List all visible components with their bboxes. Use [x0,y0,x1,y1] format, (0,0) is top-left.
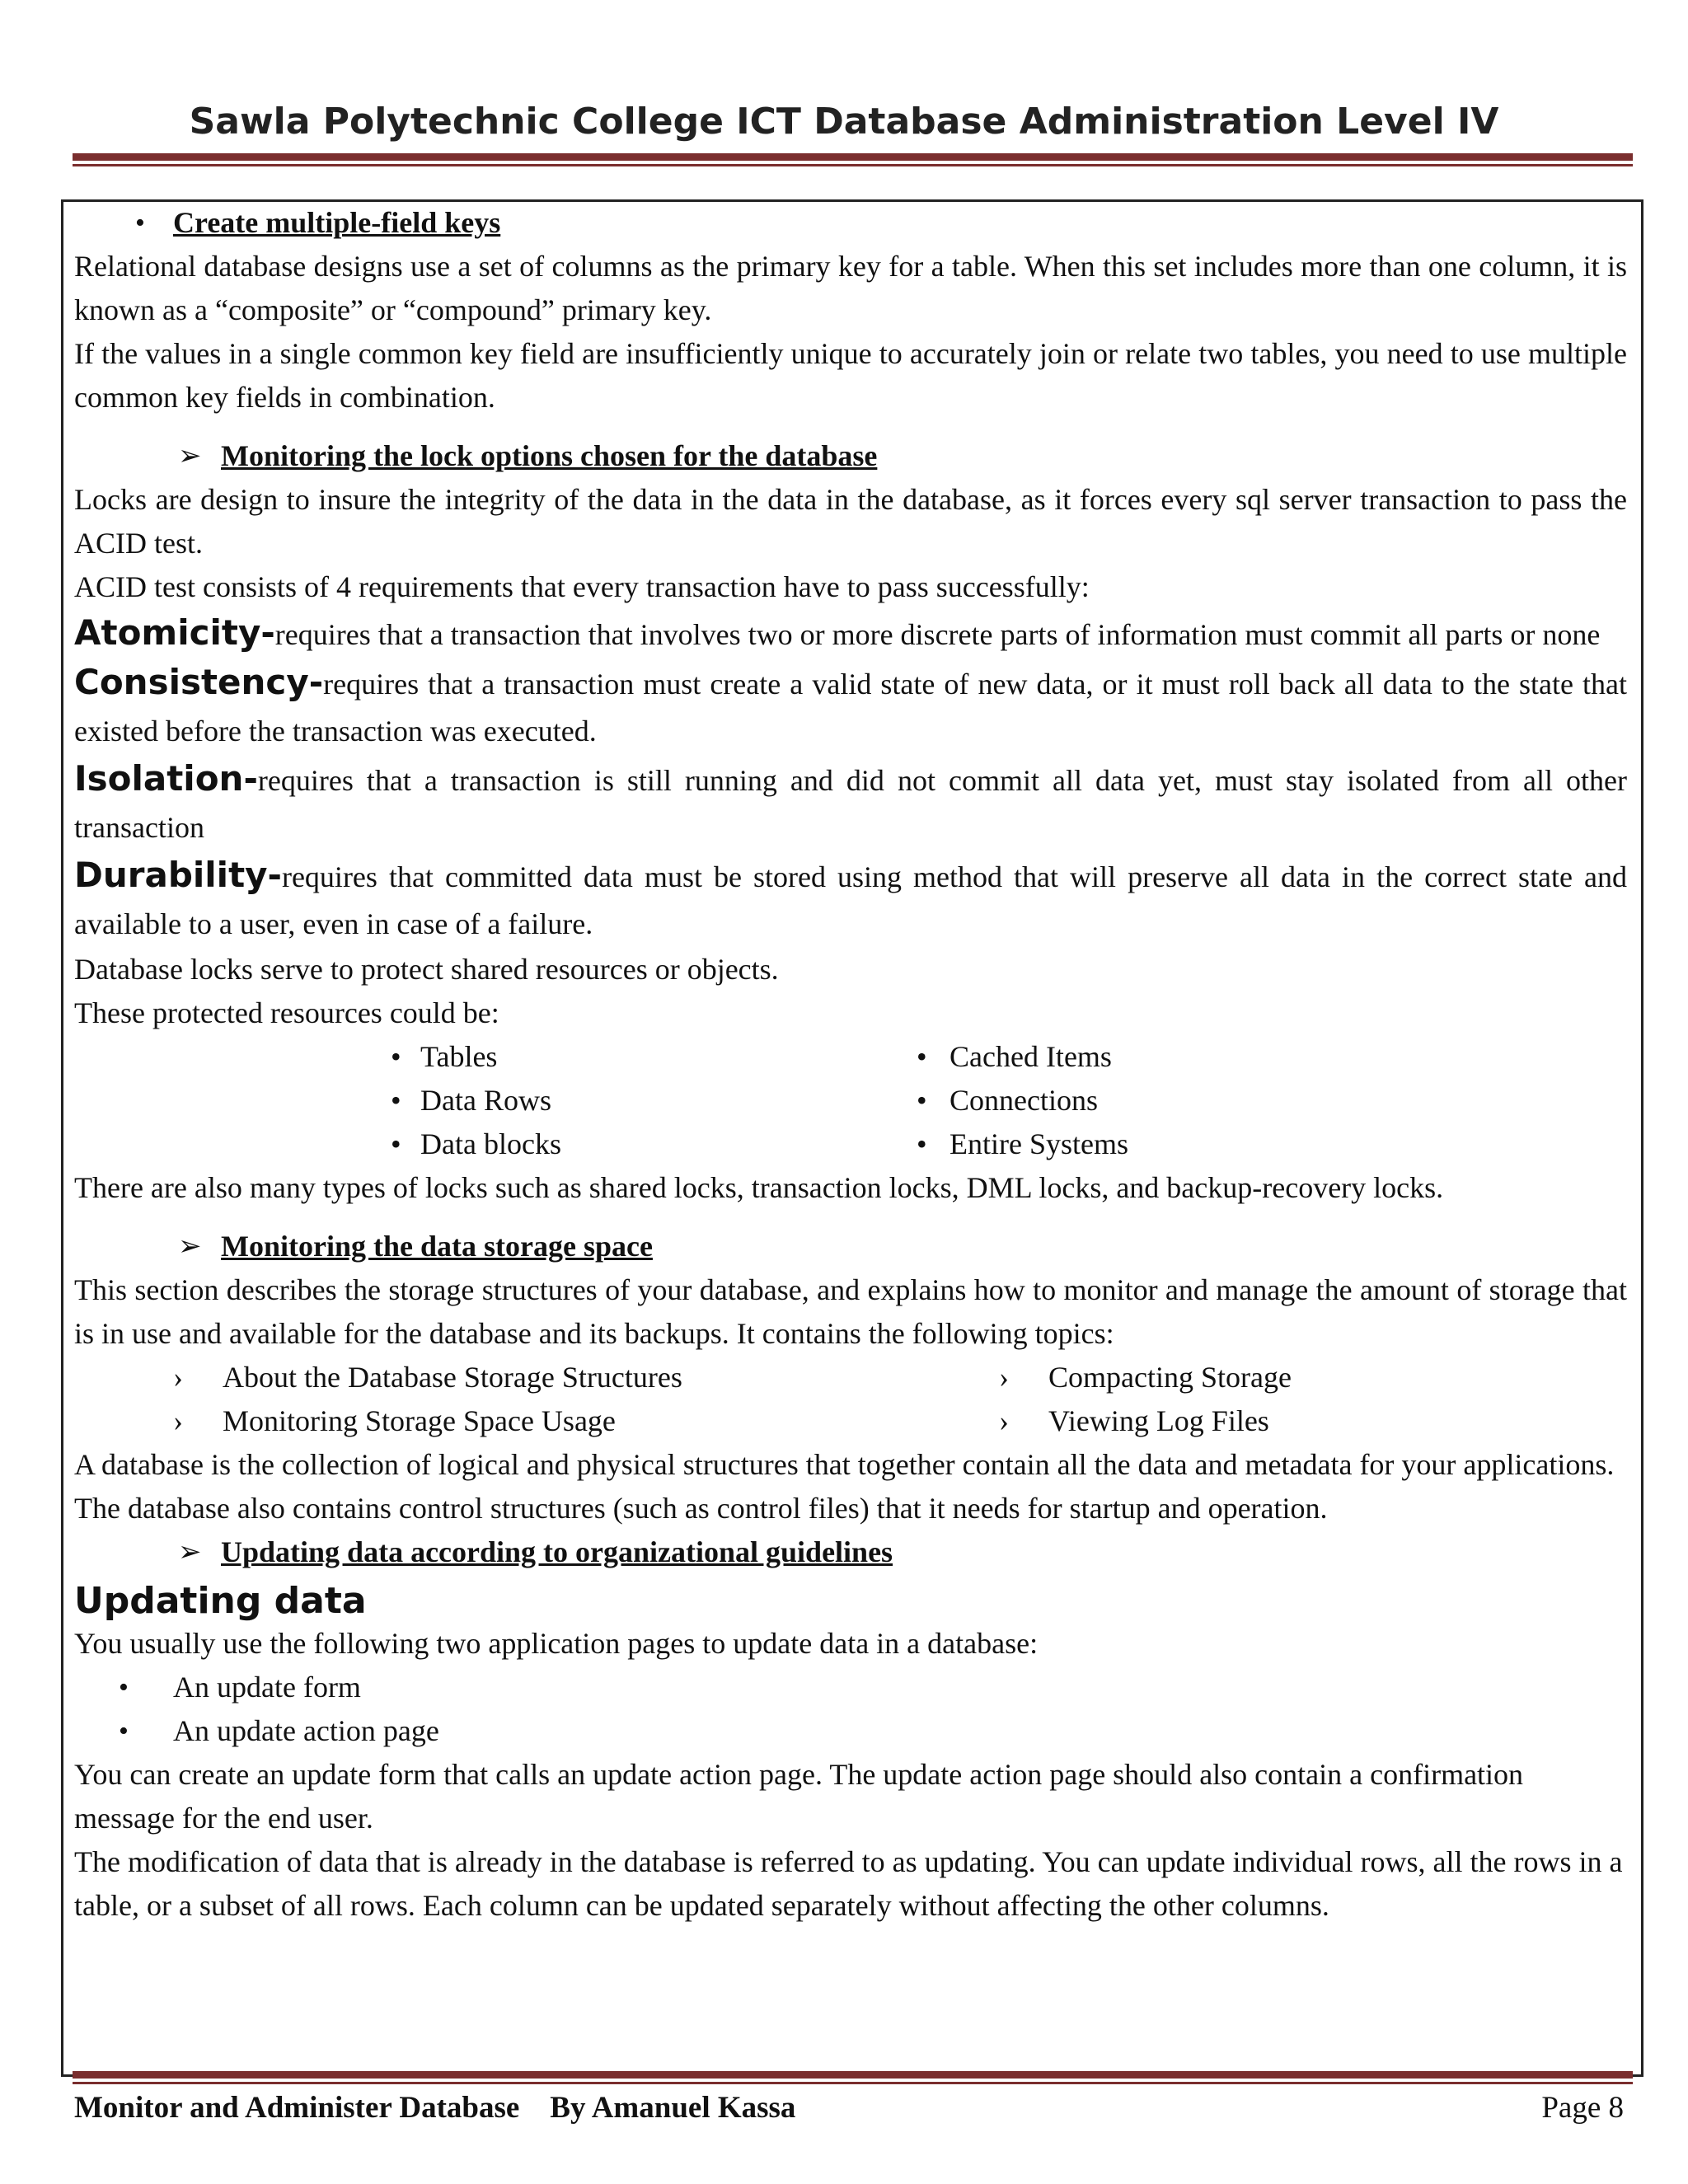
section-heading: Create multiple-field keys [173,206,501,239]
section-heading-row [74,201,1627,245]
list-item: About the Database Storage Structures [223,1361,682,1394]
list-item: Entire Systems [950,1127,1128,1160]
acid-durability [74,851,1627,948]
list-item: Connections [950,1084,1098,1117]
page-header-title: Sawla Polytechnic College ICT Database Administration Level IV [189,101,1499,143]
acid-consistency [74,658,1627,755]
resource-list-row [74,1079,1627,1122]
header-rule-thin [73,164,1633,166]
list-item: Monitoring Storage Space Usage [223,1404,616,1437]
paragraph: This section describes the storage structures of your database, and explains how to monitor and manage the amount of storage that is in use and available for the database and its backups. It contains the following topics: [74,1273,1627,1350]
section-heading: Monitoring the lock options chosen for the database [221,439,878,472]
bullet-icon: • [917,1084,927,1117]
bullet-icon: • [119,1672,129,1703]
section-heading-row [74,434,1627,478]
paragraph: If the values in a single common key field are insufficiently unique to accurately join or relate two tables, you need to use multiple common key fields in combination. [74,337,1627,414]
acid-isolation [74,755,1627,851]
page-number: Page 8 [1541,2091,1624,2125]
list-item: Compacting Storage [1048,1361,1292,1394]
list-item: Data blocks [420,1127,561,1160]
paragraph: Relational database designs use a set of columns as the primary key for a table. When this set includes more than one column, it is known as a “composite” or “compound” primary key. [74,250,1627,326]
section-heading-row [74,1225,1627,1268]
term-label: Isolation- [74,758,258,799]
arrow-bullet-icon: ➢ [178,1231,202,1262]
term-description: requires that a transaction that involves two or more discrete parts of information must commit all parts or none [274,618,1601,651]
term-label: Durability- [74,855,282,895]
bullet-icon: • [391,1040,401,1073]
paragraph: You can create an update form that calls an update action page. The update action page should also contain a confirmation message for the end user. [74,1758,1524,1835]
list-item-row [74,1709,1627,1753]
term-label: Consistency- [74,662,324,702]
footer-rule-thin [73,2082,1633,2084]
list-item-row [74,1666,1627,1709]
paragraph: There are also many types of locks such as shared locks, transaction locks, DML locks, and backup-recovery locks. [74,1171,1444,1204]
arrow-bullet-icon: ➢ [178,1537,202,1568]
subheading: Updating data [74,1580,367,1622]
list-item: Cached Items [950,1040,1112,1073]
term-description: requires that a transaction is still running and did not commit all data yet, must stay isolated from all other transaction [74,764,1627,844]
paragraph: A database is the collection of logical and physical structures that together contain all the data and metadata for your applications. The database also contains control structures (such as control files) that it needs for startup and operation. [74,1448,1615,1525]
bullet-icon: • [917,1040,927,1073]
chevron-right-icon: › [999,1404,1009,1437]
list-item: An update action page [173,1714,439,1747]
term-description: requires that committed data must be stored using method that will preserve all data in the correct state and available to a user, even in case of a failure. [74,860,1627,940]
list-item: Tables [420,1040,498,1073]
term-label: Atomicity- [74,612,275,653]
resource-list-row [74,1122,1627,1166]
acid-atomicity [74,609,1627,658]
header-rule [73,153,1633,161]
list-item: Viewing Log Files [1048,1404,1269,1437]
chevron-right-icon: › [173,1404,183,1437]
resource-list-row [74,1035,1627,1079]
bullet-icon: • [391,1127,401,1160]
paragraph: ACID test consists of 4 requirements that every transaction have to pass successfully: [74,570,1090,603]
bullet-icon: • [135,208,145,238]
list-item: Data Rows [420,1084,551,1117]
paragraph: The modification of data that is already in the database is referred to as updating. You can update individual rows, all the rows in a table, or a subset of all rows. Each column can be updated separately without affecting the other columns. [74,1845,1623,1922]
paragraph: You usually use the following two application pages to update data in a database: [74,1627,1039,1660]
chevron-right-icon: › [999,1361,1009,1394]
topic-list-row [74,1399,1627,1443]
term-description: requires that a transaction must create a valid state of new data, or it must roll back all data to the state that existed before the transaction was executed. [74,668,1627,748]
bullet-icon: • [391,1084,401,1117]
chevron-right-icon: › [173,1361,183,1394]
paragraph: Database locks serve to protect shared resources or objects. [74,953,779,986]
footer-left-text: Monitor and Administer Database By Amanuel Kassa [74,2091,796,2125]
arrow-bullet-icon: ➢ [178,441,202,471]
list-item: An update form [173,1671,361,1704]
page-content [74,201,1627,1928]
section-heading: Updating data according to organizational guidelines [221,1535,893,1568]
section-heading: Monitoring the data storage space [221,1230,653,1263]
footer-rule [73,2071,1633,2079]
topic-list-row [74,1356,1627,1399]
bullet-icon: • [917,1127,927,1160]
paragraph: Locks are design to insure the integrity of the data in the data in the database, as it forces every sql server transaction to pass the ACID test. [74,483,1627,560]
section-heading-row [74,1530,1627,1574]
paragraph: These protected resources could be: [74,996,499,1029]
bullet-icon: • [119,1716,129,1746]
